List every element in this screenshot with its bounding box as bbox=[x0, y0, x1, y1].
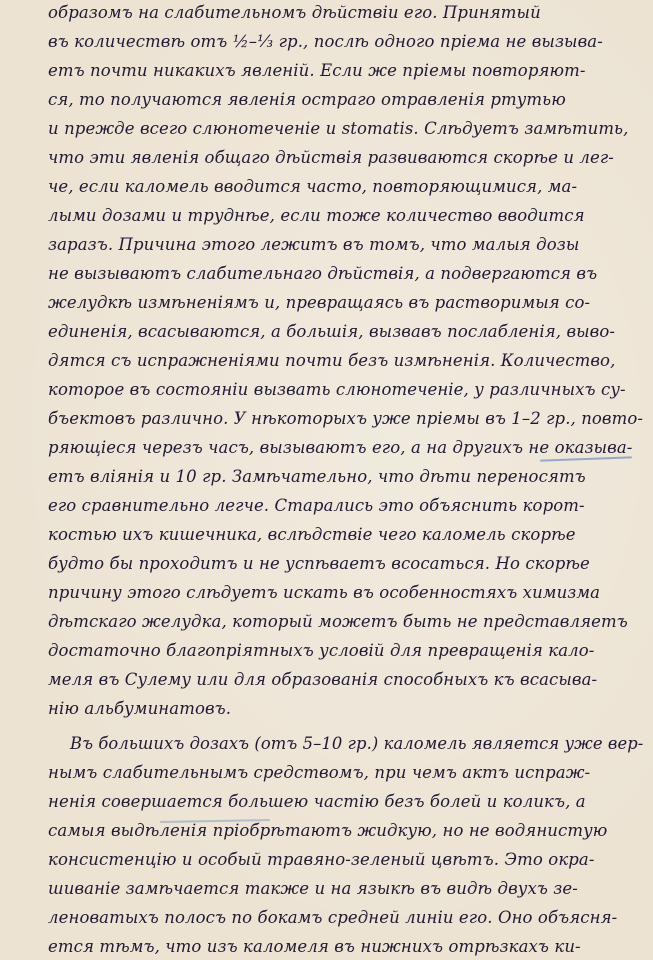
text-line: которое въ состояніи вызвать слюнотеченіе, у различныхъ су- bbox=[48, 380, 626, 399]
text-line: етъ почти никакихъ явленій. Если же пріемы повторяют- bbox=[48, 61, 586, 80]
text-line: ется тѣмъ, что изъ каломеля въ нижнихъ отрѣзкахъ ки- bbox=[48, 937, 581, 956]
text-line: единенія, всасываются, а большія, вызвавъ послабленія, выво- bbox=[48, 322, 616, 341]
text-line: нымъ слабительнымъ средствомъ, при чемъ актъ испраж- bbox=[48, 763, 591, 782]
text-line: че, если каломель вводится часто, повторяющимися, ма- bbox=[48, 177, 578, 196]
text-line: что эти явленія общаго дѣйствія развиваются скорѣе и лег- bbox=[48, 148, 614, 167]
text-line: образомъ на слабительномъ дѣйствіи его. Принятый bbox=[48, 3, 541, 22]
text-line: меля въ Сулему или для образованія способныхъ къ всасыва- bbox=[48, 670, 598, 689]
text-line: Въ большихъ дозахъ (отъ 5–10 гр.) каломель является уже вер- bbox=[70, 734, 644, 753]
text-line: ся, то получаются явленія остраго отравленія ртутью bbox=[48, 90, 566, 109]
text-line: дѣтскаго желудка, который можетъ быть не представляетъ bbox=[48, 612, 628, 631]
text-line: самыя выдѣленія пріобрѣтаютъ жидкую, но не водянистую bbox=[48, 821, 608, 840]
text-line: нію альбуминатовъ. bbox=[48, 699, 232, 718]
text-line: лыми дозами и труднѣе, если тоже количество вводится bbox=[48, 206, 585, 225]
text-line: заразъ. Причина этого лежитъ въ томъ, что малыя дозы bbox=[48, 235, 580, 254]
text-line: дятся съ испражненіями почти безъ измѣненія. Количество, bbox=[48, 351, 616, 370]
text-line: въ количествѣ отъ ½–⅓ гр., послѣ одного пріема не вызыва- bbox=[48, 32, 603, 51]
text-line: его сравнительно легче. Старались это объяснить корот- bbox=[48, 496, 585, 515]
text-line: ряющіеся черезъ часъ, вызываютъ его, а на другихъ не оказыва- bbox=[48, 438, 633, 457]
text-line: достаточно благопріятныхъ условій для превращенія кало- bbox=[48, 641, 595, 660]
text-line: шиваніе замѣчается также и на языкѣ въ видѣ двухъ зе- bbox=[48, 879, 578, 898]
text-line: ненія совершается большею частію безъ болей и коликъ, а bbox=[48, 792, 586, 811]
text-line: причину этого слѣдуетъ искать въ особенностяхъ химизма bbox=[48, 583, 601, 602]
text-line: не вызываютъ слабительнаго дѣйствія, а подвергаются въ bbox=[48, 264, 598, 283]
text-line: етъ вліянія и 10 гр. Замѣчательно, что дѣти переносятъ bbox=[48, 467, 586, 486]
text-line: консистенцію и особый травяно-зеленый цвѣтъ. Это окра- bbox=[48, 850, 595, 869]
text-line: будто бы проходитъ и не успѣваетъ всосаться. Но скорѣе bbox=[48, 554, 590, 573]
text-line: леноватыхъ полосъ по бокамъ средней линіи его. Оно объясня- bbox=[48, 908, 618, 927]
text-line: и прежде всего слюнотеченіе и stomatis. Слѣдуетъ замѣтить, bbox=[48, 119, 629, 138]
text-line: желудкѣ измѣненіямъ и, превращаясь въ растворимыя со- bbox=[48, 293, 591, 312]
text-line: бъектовъ различно. У нѣкоторыхъ уже пріемы въ 1–2 гр., повто- bbox=[48, 409, 644, 428]
text-line: костью ихъ кишечника, вслѣдствіе чего каломель скорѣе bbox=[48, 525, 576, 544]
